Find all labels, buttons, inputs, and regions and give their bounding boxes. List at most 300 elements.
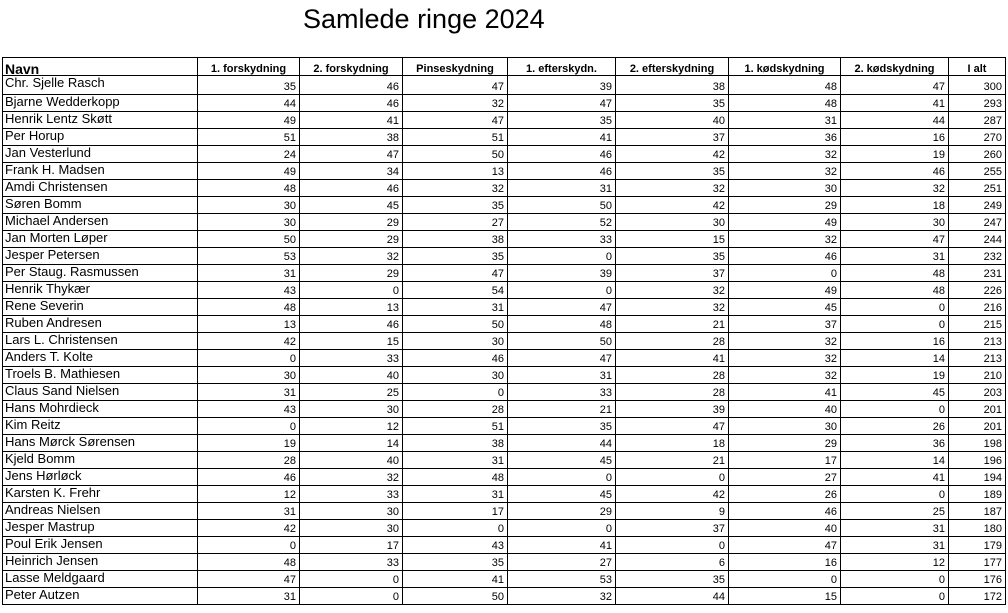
score-cell: 6 <box>616 554 729 571</box>
score-cell: 50 <box>403 588 508 605</box>
table-row <box>3 316 1006 333</box>
score-cell: 49 <box>729 282 841 299</box>
table-row <box>3 452 1006 469</box>
score-cell: 31 <box>198 588 300 605</box>
table-row <box>3 214 1006 231</box>
score-cell: 31 <box>403 452 508 469</box>
score-cell: 19 <box>198 435 300 452</box>
score-cell: 31 <box>841 248 949 265</box>
score-cell: 39 <box>616 401 729 418</box>
score-cell: 48 <box>841 282 949 299</box>
total-cell: 176 <box>949 571 1006 588</box>
score-cell: 48 <box>841 265 949 282</box>
score-cell: 35 <box>508 112 616 129</box>
score-cell: 47 <box>300 146 403 163</box>
score-cell: 44 <box>616 588 729 605</box>
score-cell: 49 <box>729 214 841 231</box>
score-cell: 32 <box>841 180 949 197</box>
score-cell: 28 <box>616 367 729 384</box>
score-cell: 36 <box>841 435 949 452</box>
total-cell: 226 <box>949 282 1006 299</box>
score-cell: 43 <box>198 401 300 418</box>
total-cell: 196 <box>949 452 1006 469</box>
total-cell: 177 <box>949 554 1006 571</box>
shooter-name: Hans Mohrdieck <box>3 401 198 418</box>
score-cell: 31 <box>729 112 841 129</box>
score-cell: 0 <box>300 282 403 299</box>
score-cell: 29 <box>729 435 841 452</box>
shooter-name: Kjeld Bomm <box>3 452 198 469</box>
score-cell: 44 <box>508 435 616 452</box>
score-cell: 31 <box>403 299 508 316</box>
score-cell: 21 <box>508 401 616 418</box>
score-cell: 30 <box>198 197 300 214</box>
score-cell: 39 <box>508 265 616 282</box>
score-cell: 32 <box>616 299 729 316</box>
score-cell: 0 <box>403 520 508 537</box>
score-cell: 49 <box>198 163 300 180</box>
score-cell: 35 <box>616 163 729 180</box>
score-cell: 32 <box>403 180 508 197</box>
score-cell: 32 <box>616 180 729 197</box>
score-cell: 48 <box>198 180 300 197</box>
score-cell: 29 <box>300 231 403 248</box>
score-cell: 36 <box>729 129 841 146</box>
score-cell: 32 <box>616 282 729 299</box>
score-cell: 50 <box>403 316 508 333</box>
score-cell: 16 <box>841 333 949 350</box>
total-cell: 189 <box>949 486 1006 503</box>
shooter-name: Chr. Sjelle Rasch <box>3 76 198 95</box>
score-cell: 32 <box>508 588 616 605</box>
score-cell: 32 <box>300 248 403 265</box>
score-cell: 37 <box>729 316 841 333</box>
score-cell: 12 <box>198 486 300 503</box>
column-header-pinseskydning: Pinseskydning <box>403 58 508 76</box>
header-row <box>3 58 1006 76</box>
score-cell: 45 <box>729 299 841 316</box>
score-cell: 35 <box>403 248 508 265</box>
table-row <box>3 248 1006 265</box>
score-cell: 40 <box>300 452 403 469</box>
table-row <box>3 95 1006 112</box>
table-row <box>3 435 1006 452</box>
table-row <box>3 571 1006 588</box>
shooter-name: Frank H. Madsen <box>3 163 198 180</box>
score-cell: 46 <box>300 180 403 197</box>
score-cell: 0 <box>403 384 508 401</box>
table-row <box>3 76 1006 95</box>
score-cell: 47 <box>616 418 729 435</box>
score-cell: 47 <box>841 231 949 248</box>
table-row <box>3 265 1006 282</box>
shooter-name: Lasse Meldgaard <box>3 571 198 588</box>
score-cell: 41 <box>729 384 841 401</box>
table-row <box>3 146 1006 163</box>
shooter-name: Jens Hørløck <box>3 469 198 486</box>
score-cell: 17 <box>729 452 841 469</box>
shooter-name: Troels B. Mathiesen <box>3 367 198 384</box>
score-cell: 0 <box>508 282 616 299</box>
score-cell: 51 <box>403 418 508 435</box>
score-cell: 9 <box>616 503 729 520</box>
score-cell: 48 <box>729 95 841 112</box>
score-cell: 15 <box>616 231 729 248</box>
score-cell: 21 <box>616 452 729 469</box>
total-cell: 180 <box>949 520 1006 537</box>
score-cell: 29 <box>300 214 403 231</box>
score-cell: 31 <box>508 367 616 384</box>
score-cell: 19 <box>841 146 949 163</box>
score-cell: 50 <box>198 231 300 248</box>
total-cell: 187 <box>949 503 1006 520</box>
score-cell: 17 <box>300 537 403 554</box>
score-cell: 30 <box>841 214 949 231</box>
total-cell: 255 <box>949 163 1006 180</box>
score-cell: 33 <box>300 486 403 503</box>
table-row <box>3 163 1006 180</box>
score-cell: 30 <box>616 214 729 231</box>
score-cell: 0 <box>841 316 949 333</box>
score-cell: 14 <box>841 350 949 367</box>
table-row <box>3 554 1006 571</box>
score-cell: 53 <box>508 571 616 588</box>
score-cell: 44 <box>198 95 300 112</box>
score-cell: 30 <box>300 520 403 537</box>
total-cell: 194 <box>949 469 1006 486</box>
score-cell: 28 <box>198 452 300 469</box>
score-cell: 14 <box>300 435 403 452</box>
score-cell: 18 <box>616 435 729 452</box>
score-cell: 13 <box>300 299 403 316</box>
score-cell: 47 <box>403 265 508 282</box>
score-cell: 47 <box>729 537 841 554</box>
score-cell: 15 <box>300 333 403 350</box>
score-cell: 30 <box>403 367 508 384</box>
score-cell: 37 <box>616 520 729 537</box>
table-row <box>3 418 1006 435</box>
score-cell: 38 <box>403 435 508 452</box>
table-row <box>3 350 1006 367</box>
total-cell: 201 <box>949 401 1006 418</box>
score-cell: 28 <box>403 401 508 418</box>
score-cell: 0 <box>198 418 300 435</box>
score-cell: 29 <box>300 265 403 282</box>
shooter-name: Amdi Christensen <box>3 180 198 197</box>
table-row <box>3 520 1006 537</box>
total-cell: 260 <box>949 146 1006 163</box>
table-row <box>3 197 1006 214</box>
total-cell: 210 <box>949 367 1006 384</box>
score-cell: 0 <box>300 588 403 605</box>
column-header-name: Navn <box>3 58 198 76</box>
score-cell: 46 <box>508 163 616 180</box>
score-cell: 47 <box>841 76 949 95</box>
score-cell: 19 <box>841 367 949 384</box>
table-row <box>3 588 1006 605</box>
score-cell: 0 <box>841 588 949 605</box>
shooter-name: Poul Erik Jensen <box>3 537 198 554</box>
total-cell: 300 <box>949 76 1006 95</box>
score-cell: 31 <box>403 486 508 503</box>
score-cell: 30 <box>729 418 841 435</box>
score-cell: 46 <box>508 146 616 163</box>
score-cell: 46 <box>841 163 949 180</box>
score-cell: 35 <box>616 248 729 265</box>
score-cell: 25 <box>300 384 403 401</box>
score-cell: 41 <box>841 95 949 112</box>
shooter-name: Henrik Lentz Skøtt <box>3 112 198 129</box>
score-cell: 48 <box>508 316 616 333</box>
score-cell: 30 <box>198 367 300 384</box>
score-cell: 13 <box>198 316 300 333</box>
score-cell: 14 <box>841 452 949 469</box>
shooter-name: Søren Bomm <box>3 197 198 214</box>
score-cell: 41 <box>841 469 949 486</box>
score-cell: 16 <box>841 129 949 146</box>
score-cell: 0 <box>508 520 616 537</box>
table-row <box>3 486 1006 503</box>
score-cell: 40 <box>729 520 841 537</box>
score-cell: 47 <box>403 76 508 95</box>
score-cell: 31 <box>198 384 300 401</box>
score-cell: 50 <box>403 146 508 163</box>
score-cell: 37 <box>616 129 729 146</box>
total-cell: 179 <box>949 537 1006 554</box>
shooter-name: Jan Vesterlund <box>3 146 198 163</box>
score-cell: 26 <box>729 486 841 503</box>
score-cell: 49 <box>198 112 300 129</box>
score-cell: 46 <box>198 469 300 486</box>
score-cell: 0 <box>508 248 616 265</box>
shooter-name: Heinrich Jensen <box>3 554 198 571</box>
score-cell: 41 <box>403 571 508 588</box>
shooter-name: Henrik Thykær <box>3 282 198 299</box>
page-title: Samlede ringe 2024 <box>303 4 545 34</box>
shooter-name: Lars L. Christensen <box>3 333 198 350</box>
shooter-name: Rene Severin <box>3 299 198 316</box>
score-cell: 32 <box>300 469 403 486</box>
score-cell: 33 <box>300 350 403 367</box>
table-row <box>3 503 1006 520</box>
score-cell: 12 <box>841 554 949 571</box>
total-cell: 201 <box>949 418 1006 435</box>
score-cell: 0 <box>616 469 729 486</box>
score-cell: 42 <box>616 486 729 503</box>
score-cell: 44 <box>841 112 949 129</box>
score-cell: 27 <box>729 469 841 486</box>
score-cell: 38 <box>300 129 403 146</box>
total-cell: 198 <box>949 435 1006 452</box>
shooter-name: Karsten K. Frehr <box>3 486 198 503</box>
score-cell: 40 <box>616 112 729 129</box>
score-cell: 13 <box>403 163 508 180</box>
total-cell: 215 <box>949 316 1006 333</box>
score-cell: 0 <box>729 265 841 282</box>
score-cell: 16 <box>729 554 841 571</box>
score-cell: 41 <box>300 112 403 129</box>
total-cell: 270 <box>949 129 1006 146</box>
score-cell: 30 <box>729 180 841 197</box>
shooter-name: Peter Autzen <box>3 588 198 605</box>
score-cell: 33 <box>300 554 403 571</box>
score-cell: 0 <box>841 299 949 316</box>
score-cell: 25 <box>841 503 949 520</box>
table-row <box>3 112 1006 129</box>
score-cell: 46 <box>729 248 841 265</box>
table-row <box>3 231 1006 248</box>
table-row <box>3 129 1006 146</box>
score-cell: 21 <box>616 316 729 333</box>
score-cell: 48 <box>198 299 300 316</box>
score-cell: 28 <box>616 384 729 401</box>
score-cell: 31 <box>198 503 300 520</box>
score-cell: 32 <box>403 95 508 112</box>
score-cell: 42 <box>198 333 300 350</box>
score-cell: 35 <box>616 571 729 588</box>
score-cell: 0 <box>198 537 300 554</box>
score-cell: 41 <box>616 350 729 367</box>
table-row <box>3 469 1006 486</box>
score-cell: 31 <box>198 265 300 282</box>
score-cell: 45 <box>841 384 949 401</box>
total-cell: 231 <box>949 265 1006 282</box>
column-header-1-forskydning: 1. forskydning <box>198 58 300 76</box>
score-cell: 45 <box>508 452 616 469</box>
score-cell: 24 <box>198 146 300 163</box>
score-cell: 30 <box>300 401 403 418</box>
score-cell: 43 <box>198 282 300 299</box>
score-cell: 0 <box>841 401 949 418</box>
score-cell: 33 <box>508 384 616 401</box>
score-cell: 47 <box>508 299 616 316</box>
score-cell: 46 <box>300 95 403 112</box>
score-cell: 35 <box>616 95 729 112</box>
score-cell: 47 <box>198 571 300 588</box>
total-cell: 287 <box>949 112 1006 129</box>
score-cell: 27 <box>508 554 616 571</box>
score-cell: 37 <box>616 265 729 282</box>
shooter-name: Kim Reitz <box>3 418 198 435</box>
shooter-name: Anders T. Kolte <box>3 350 198 367</box>
table-row <box>3 282 1006 299</box>
shooter-name: Claus Sand Nielsen <box>3 384 198 401</box>
score-cell: 41 <box>508 537 616 554</box>
score-cell: 47 <box>508 350 616 367</box>
total-cell: 247 <box>949 214 1006 231</box>
score-cell: 35 <box>403 197 508 214</box>
total-cell: 172 <box>949 588 1006 605</box>
score-cell: 46 <box>403 350 508 367</box>
column-header-total: I alt <box>949 58 1006 76</box>
score-cell: 46 <box>300 76 403 95</box>
shooter-name: Michael Andersen <box>3 214 198 231</box>
score-cell: 42 <box>616 146 729 163</box>
score-cell: 40 <box>729 401 841 418</box>
score-cell: 0 <box>616 537 729 554</box>
score-cell: 32 <box>729 350 841 367</box>
total-cell: 244 <box>949 231 1006 248</box>
score-cell: 31 <box>508 180 616 197</box>
score-cell: 48 <box>198 554 300 571</box>
score-cell: 0 <box>300 571 403 588</box>
column-header-1-efterskydn: 1. efterskydn. <box>508 58 616 76</box>
shooter-name: Jesper Petersen <box>3 248 198 265</box>
score-cell: 32 <box>729 163 841 180</box>
score-cell: 29 <box>729 197 841 214</box>
shooter-name: Andreas Nielsen <box>3 503 198 520</box>
score-cell: 29 <box>508 503 616 520</box>
table-row <box>3 333 1006 350</box>
total-cell: 249 <box>949 197 1006 214</box>
total-cell: 213 <box>949 333 1006 350</box>
total-cell: 293 <box>949 95 1006 112</box>
table-row <box>3 401 1006 418</box>
score-cell: 32 <box>729 333 841 350</box>
score-cell: 52 <box>508 214 616 231</box>
score-cell: 33 <box>508 231 616 248</box>
score-cell: 35 <box>403 554 508 571</box>
total-cell: 203 <box>949 384 1006 401</box>
score-cell: 45 <box>300 197 403 214</box>
column-header-1-kodskydning: 1. kødskydning <box>729 58 841 76</box>
score-cell: 15 <box>729 588 841 605</box>
score-cell: 40 <box>300 367 403 384</box>
total-cell: 232 <box>949 248 1006 265</box>
score-cell: 54 <box>403 282 508 299</box>
total-cell: 216 <box>949 299 1006 316</box>
score-cell: 0 <box>508 469 616 486</box>
shooter-name: Jan Morten Løper <box>3 231 198 248</box>
shooter-name: Jesper Mastrup <box>3 520 198 537</box>
table-row <box>3 537 1006 554</box>
score-cell: 32 <box>729 146 841 163</box>
table-row <box>3 384 1006 401</box>
score-cell: 43 <box>403 537 508 554</box>
column-header-2-efterskydning: 2. efterskydning <box>616 58 729 76</box>
score-cell: 12 <box>300 418 403 435</box>
score-cell: 50 <box>508 197 616 214</box>
score-cell: 42 <box>198 520 300 537</box>
results-table <box>2 57 1006 605</box>
score-cell: 30 <box>300 503 403 520</box>
table-row <box>3 180 1006 197</box>
score-cell: 30 <box>198 214 300 231</box>
score-cell: 50 <box>508 333 616 350</box>
score-cell: 39 <box>508 76 616 95</box>
score-cell: 41 <box>508 129 616 146</box>
score-cell: 31 <box>841 520 949 537</box>
shooter-name: Bjarne Wedderkopp <box>3 95 198 112</box>
score-cell: 0 <box>841 571 949 588</box>
shooter-name: Hans Mørck Sørensen <box>3 435 198 452</box>
total-cell: 251 <box>949 180 1006 197</box>
column-header-2-forskydning: 2. forskydning <box>300 58 403 76</box>
score-cell: 45 <box>508 486 616 503</box>
shooter-name: Per Staug. Rasmussen <box>3 265 198 282</box>
table-row <box>3 367 1006 384</box>
score-cell: 34 <box>300 163 403 180</box>
score-cell: 38 <box>403 231 508 248</box>
score-cell: 51 <box>198 129 300 146</box>
score-cell: 48 <box>729 76 841 95</box>
score-cell: 35 <box>508 418 616 435</box>
score-cell: 48 <box>403 469 508 486</box>
column-header-2-kodskydning: 2. kødskydning <box>841 58 949 76</box>
score-cell: 0 <box>841 486 949 503</box>
score-cell: 17 <box>403 503 508 520</box>
score-cell: 26 <box>841 418 949 435</box>
